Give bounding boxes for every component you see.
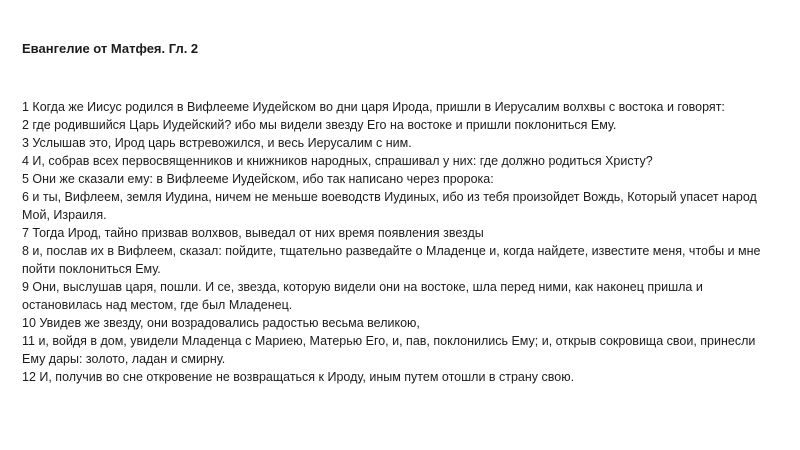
verse-6: 6 и ты, Вифлеем, земля Иудина, ничем не меньше воеводств Иудиных, ибо из тебя произойдет Вождь, Который упасет народ Мой, Израиля. [22, 190, 757, 222]
verse-1: 1 Когда же Иисус родился в Вифлееме Иудейском во дни царя Ирода, пришли в Иерусалим волхвы с востока и говорят: [22, 100, 725, 114]
verse-5: 5 Они же сказали ему: в Вифлееме Иудейском, ибо так написано через пророка: [22, 172, 494, 186]
verse-4: 4 И, собрав всех первосвященников и книжников народных, спрашивал у них: где должно родиться Христу? [22, 154, 653, 168]
verse-7: 7 Тогда Ирод, тайно призвав волхвов, выведал от них время появления звезды [22, 226, 484, 240]
page-title: Евангелие от Матфея. Гл. 2 [22, 41, 199, 56]
verse-9: 9 Они, выслушав царя, пошли. И се, звезда, которую видели они на востоке, шла перед ними, как наконец пришла и остановилась над местом, где был Младенец. [22, 280, 703, 312]
verse-10: 10 Увидев же звезду, они возрадовались радостью весьма великою, [22, 316, 420, 330]
verse-2: 2 где родившийся Царь Иудейский? ибо мы видели звезду Его на востоке и пришли поклониться Ему. [22, 118, 617, 132]
verse-11: 11 и, войдя в дом, увидели Младенца с Мариею, Матерью Его, и, пав, поклонились Ему; и, открыв сокровища свои, принесли Ему дары: золото, ладан и смирну. [22, 334, 756, 366]
verse-list [22, 98, 782, 386]
verse-8: 8 и, послав их в Вифлеем, сказал: пойдите, тщательно разведайте о Младенце и, когда найдете, известите меня, чтобы и мне пойти поклониться Ему. [22, 244, 761, 276]
verse-3: 3 Услышав это, Ирод царь встревожился, и весь Иерусалим с ним. [22, 136, 412, 150]
verse-12: 12 И, получив во сне откровение не возвращаться к Ироду, иным путем отошли в страну свою. [22, 370, 575, 384]
